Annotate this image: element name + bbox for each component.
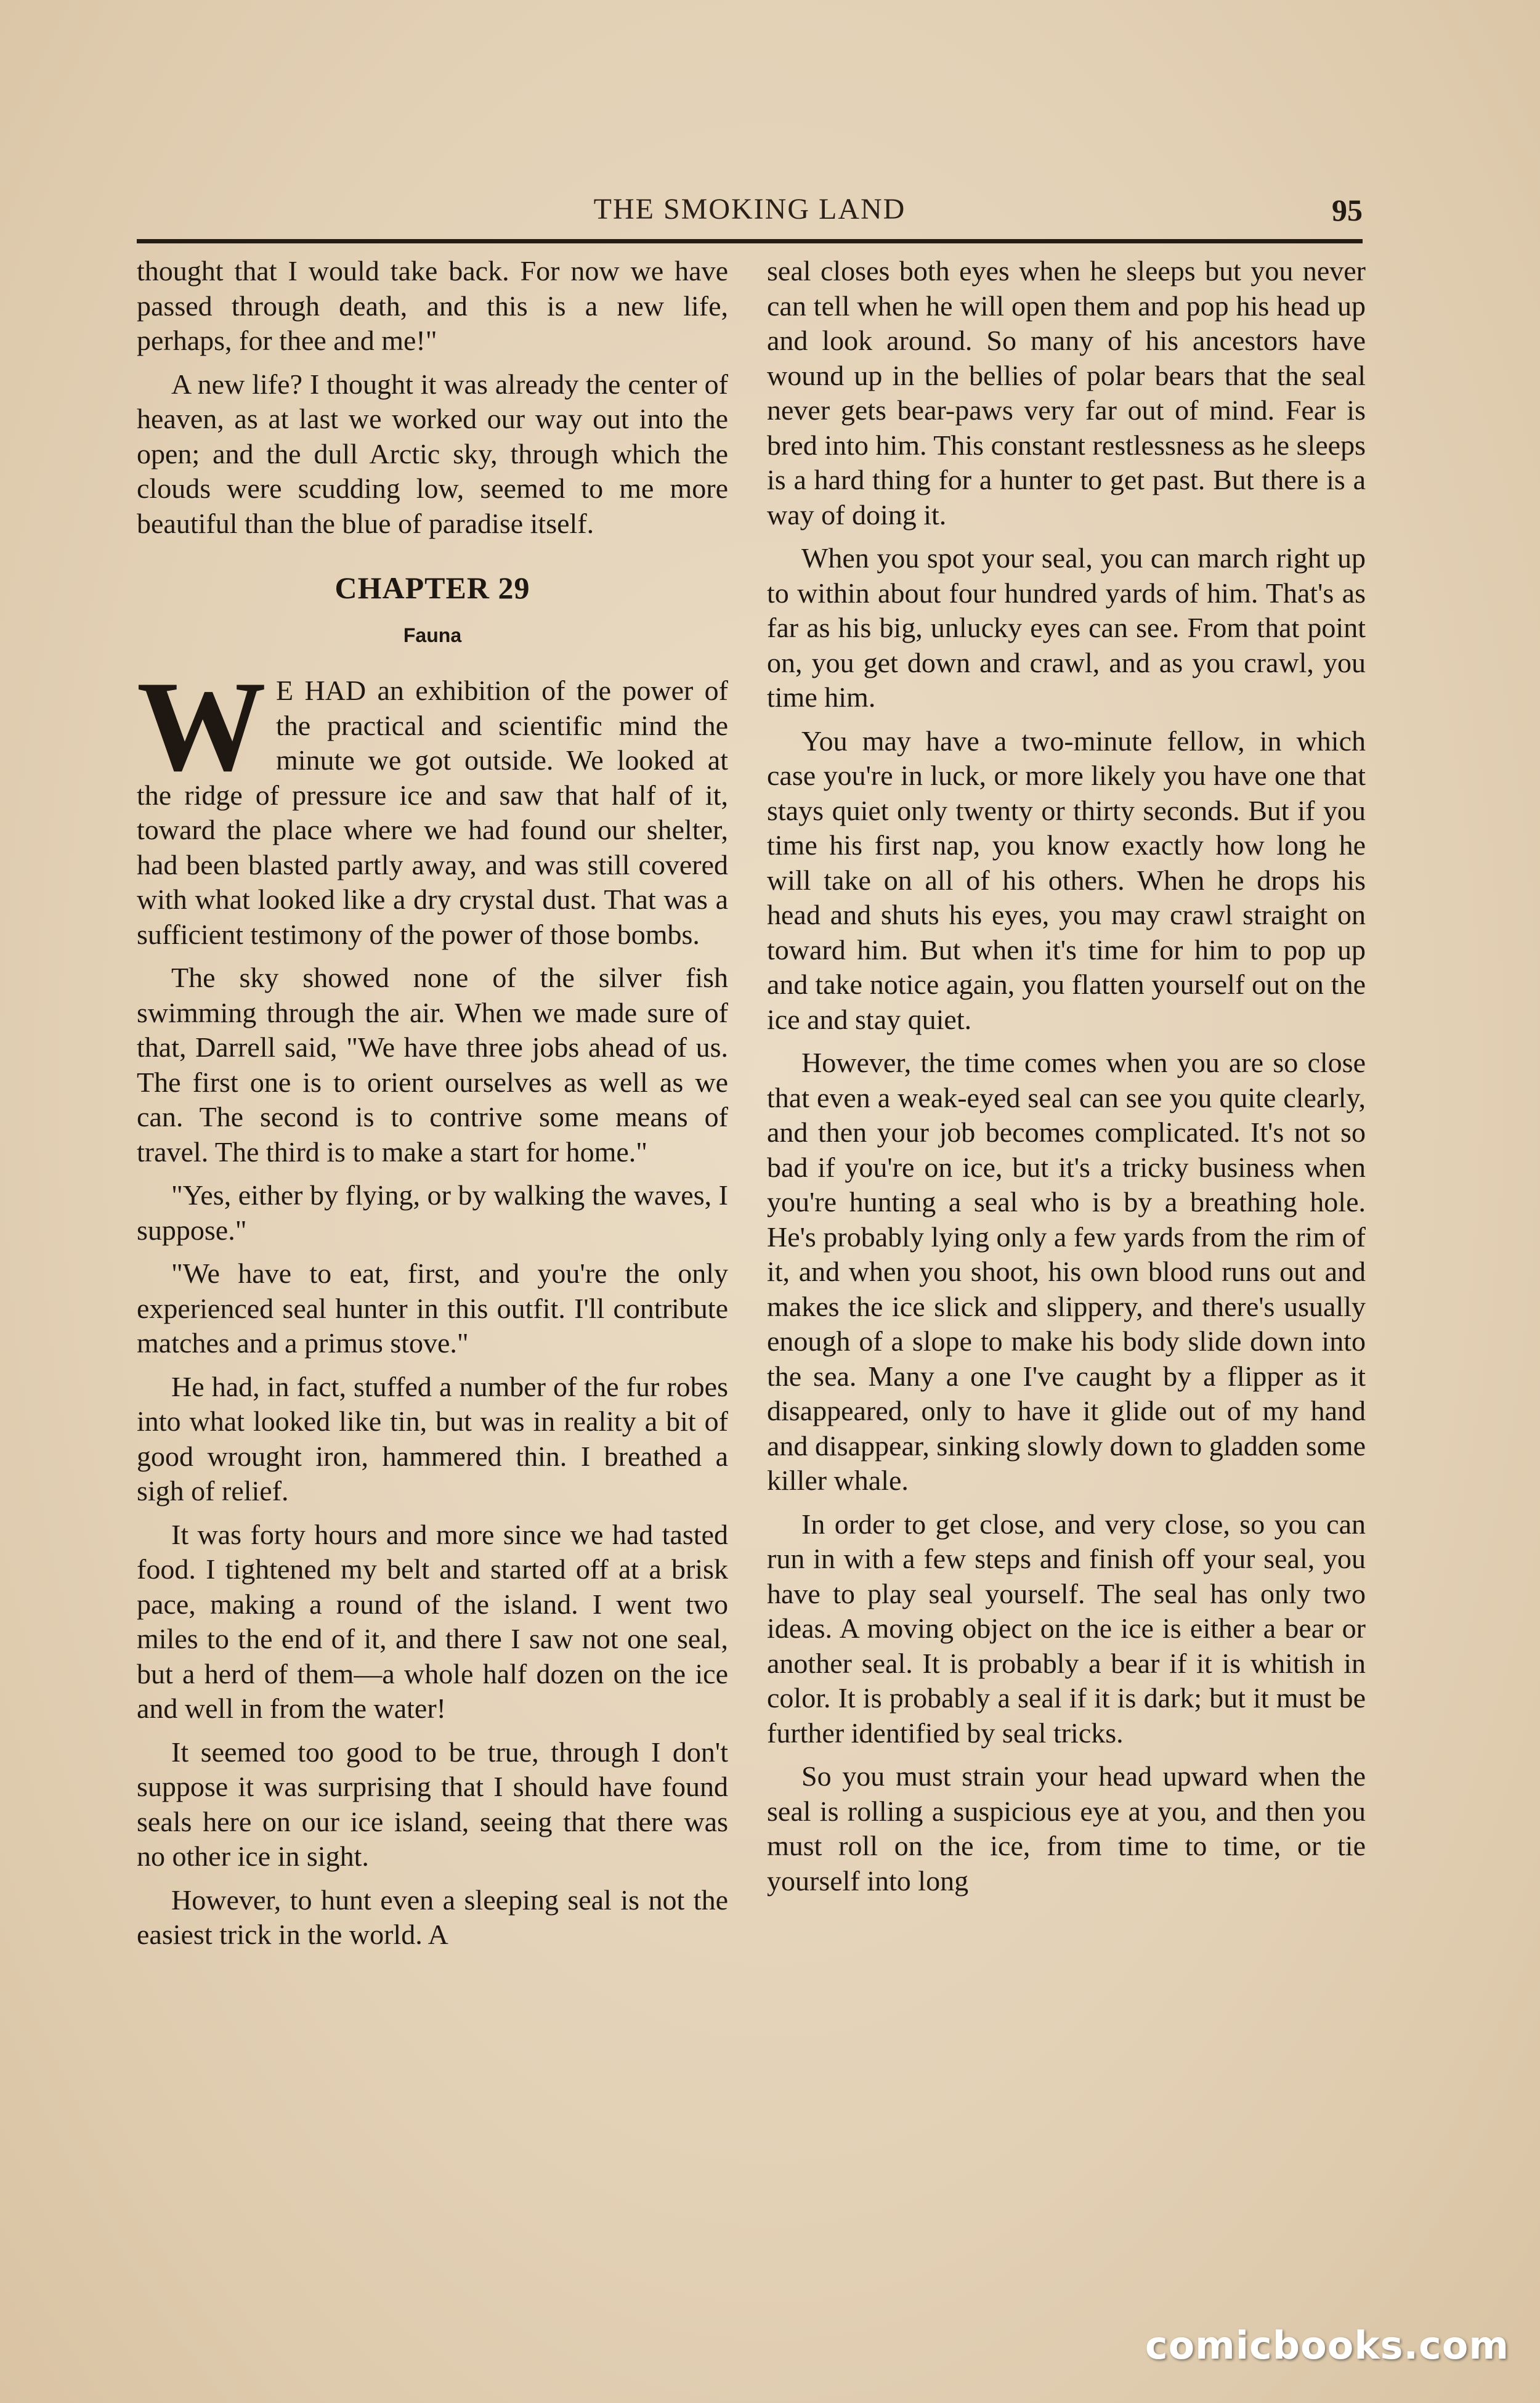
page-number: 95 [1332, 193, 1363, 227]
drop-cap: W [137, 655, 266, 798]
watermark-logo: comicbooks.com [1145, 2323, 1509, 2368]
paragraph: He had, in fact, stuffed a number of the fur robes into what looked like tin, but was in reality a bit of good wrought iron, hammered thin. I breathed a sigh of relief. [137, 1370, 728, 1506]
chapter-heading: CHAPTER 29 [334, 571, 530, 605]
paragraph: It was forty hours and more since we had tasted food. I tightened my belt and started off at a brisk pace, making a round of the island. I went two miles to the end of it, and there I saw not one seal, but a herd of them—a whole half dozen on the ice and well in from the water! [137, 1518, 728, 1724]
paragraph: "Yes, either by flying, or by walking the waves, I suppose." [137, 1179, 728, 1246]
paragraph: A new life? I thought it was already the center of heaven, as at last we worked our way out into the open; and the dull Arctic sky, through which the clouds were scudding low, seemed to me more beautiful than the blue of paradise itself. [137, 368, 728, 539]
chapter-subtitle: Fauna [403, 624, 462, 646]
paragraph-text: E HAD an exhibition of the power of the practical and scientific mind the minute we got outside. We looked at the ridge of pressure ice and saw that half of it, toward the place where we had found our shelter, had been blasted partly away, and was still covered with what looked like a dry crystal dust. That was a sufficient testimony of the power of those bombs. [137, 675, 728, 950]
paragraph: "We have to eat, first, and you're the only experienced seal hunter in this outfit. I'll contribute matches and a primus stove." [137, 1258, 728, 1359]
opening-paragraph [137, 655, 728, 952]
paragraph: The sky showed none of the silver fish swimming through the air. When we made sure of that, Darrell said, "We have three jobs ahead of us. The first one is to orient ourselves as well as we can. The second is to contrive some means of travel. The third is to make a start for home." [137, 962, 728, 1168]
paragraph: In order to get close, and very close, so you can run in with a few steps and finish off your seal, you have to play seal yourself. The seal has only two ideas. A moving object on the ice is either a bear or another seal. It is probably a bear if it is whitish in color. It is probably a seal if it is dark; but it must be further identified by seal tricks. [767, 1508, 1366, 1749]
paragraph: However, the time comes when you are so close that even a weak-eyed seal can see you quite clearly, and then your job becomes complicated. It's not so bad if you're on ice, but it's a tricky business when you're hunting a seal who is by a breathing hole. He's probably lying only a few yards from the rim of it, and when you shoot, his own blood runs out and makes the ice slick and slippery, and there's usually enough of a slope to make his body slide down into the sea. Many a one I've caught by a flipper as it disappeared, only to have it glide out of my hand and disappear, sinking slowly down to gladden some killer whale. [767, 1047, 1366, 1496]
running-title: THE SMOKING LAND [593, 193, 906, 226]
left-column [137, 254, 728, 1961]
right-column [767, 254, 1366, 1907]
paragraph: However, to hunt even a sleeping seal is not the easiest trick in the world. A [137, 1884, 728, 1950]
paragraph: So you must strain your head upward when the seal is rolling a suspicious eye at you, and then you must roll on the ice, from time to time, or tie yourself into long [767, 1760, 1366, 1897]
paragraph: seal closes both eyes when he sleeps but you never can tell when he will open them and pop his head up and look around. So many of his ancestors have wound up in the bellies of polar bears that the seal never gets bear-paws very far out of mind. Fear is bred into him. This constant restlessness as he sleeps is a hard thing for a hunter to get past. But there is a way of doing it. [767, 255, 1366, 531]
paragraph: You may have a two-minute fellow, in which case you're in luck, or more likely you have one that stays quiet only twenty or thirty seconds. But if you time his first nap, you know exactly how long he will take on all of his others. When he drops his head and shuts his eyes, you may crawl straight on toward him. But when it's time for him to pop up and take notice again, you flatten yourself out on the ice and stay quiet. [767, 725, 1366, 1035]
paragraph: thought that I would take back. For now we have passed through death, and this is a new life, perhaps, for thee and me!" [137, 255, 728, 356]
paragraph: It seemed too good to be true, through I don't suppose it was surprising that I should have found seals here on our ice island, seeing that there was no other ice in sight. [137, 1736, 728, 1872]
header-rule [137, 239, 1363, 243]
paragraph: When you spot your seal, you can march right up to within about four hundred yards of him. That's as far as his big, unlucky eyes can see. From that point on, you get down and crawl, and as you crawl, you time him. [767, 542, 1366, 713]
running-header [137, 192, 1363, 235]
